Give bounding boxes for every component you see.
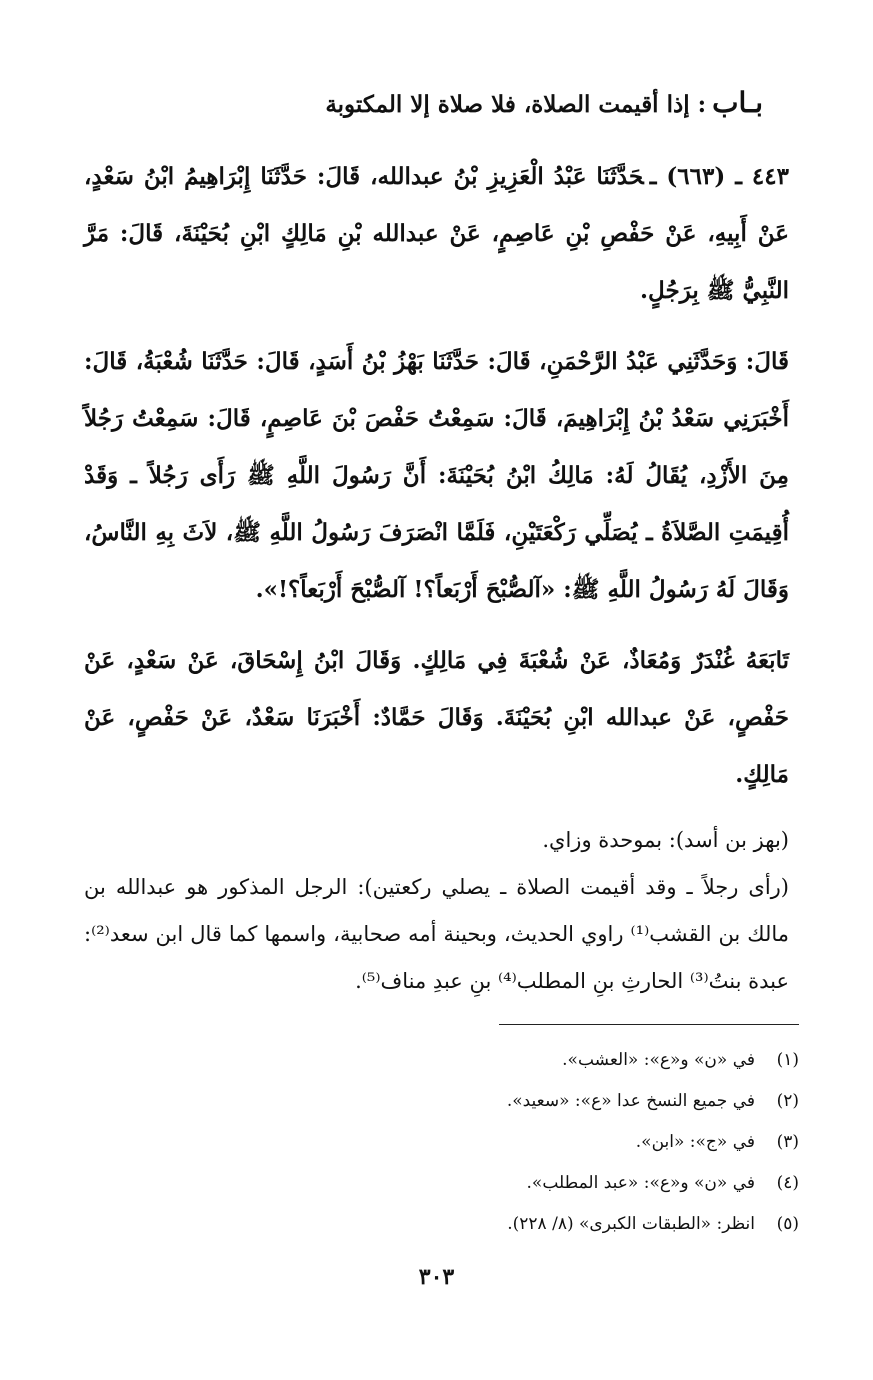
- hadith-number: ٤٤٣ ـ (٦٦٣) ـ: [649, 163, 789, 190]
- footnote-number: (٤): [776, 1173, 799, 1193]
- page-number: ٣٠٣: [418, 1264, 455, 1290]
- footnote: [84, 1081, 799, 1122]
- footnotes-list: [84, 1040, 799, 1245]
- footnote-text: في «ج»: «ابن».: [635, 1132, 755, 1152]
- footnote-text: في «ن» و«ع»: «عبد المطلب».: [526, 1173, 755, 1193]
- footnote-number: (٢): [776, 1091, 799, 1111]
- chapter-title: : إذا أقيمت الصلاة، فلا صلاة إلا المكتوبة: [325, 91, 707, 118]
- main-text: [84, 148, 789, 1005]
- chapter-label: بـاب: [712, 86, 763, 119]
- commentary-line: (بهز بن أسد): بموحدة وزاي.: [542, 828, 789, 852]
- footnote-divider: [499, 1024, 799, 1025]
- footnote-number: (٥): [776, 1214, 799, 1234]
- chapter-heading: [110, 86, 763, 122]
- footnote-number: (١): [776, 1050, 799, 1070]
- commentary-line: (رأى رجلاً ـ وقد أقيمت الصلاة ـ يصلي ركعتين): الرجل المذكور هو عبدالله بن مالك بن القشب⁽¹⁾ راوي الحديث، وبحينة أمه صحابية، واسمها كما قال ابن سعد⁽²⁾: عبدة بنتُ⁽³⁾ الحارثِ بنِ المطلب⁽⁴⁾ بنِ عبدِ مناف⁽⁵⁾.: [84, 875, 790, 993]
- footnote: [84, 1163, 799, 1204]
- footnote-number: (٣): [776, 1132, 799, 1152]
- footnote: [84, 1040, 799, 1081]
- footnote: [84, 1204, 799, 1245]
- footnote-text: في جميع النسخ عدا «ع»: «سعيد».: [506, 1091, 755, 1111]
- footnote-text: في «ن» و«ع»: «العشب».: [562, 1050, 755, 1070]
- footnote-text: انظر: «الطبقات الكبرى» (٨/ ٢٢٨).: [507, 1214, 755, 1234]
- hadith-text: حَدَّثَنَا عَبْدُ الْعَزِيزِ بْنُ عبدالله، قَالَ: حَدَّثَنَا إِبْرَاهِيمُ ابْنُ سَعْدٍ، عَنْ أَبِيهِ، عَنْ حَفْصِ بْنِ عَاصِمٍ، عَنْ عبدالله بْنِ مَالِكٍ ابْنِ بُحَيْنَةَ، قَالَ: مَرَّ النَّبِيُّ ﷺ بِرَجُلٍ.: [84, 163, 789, 304]
- narration-paragraph: قَالَ: وَحَدَّثَنِي عَبْدُ الرَّحْمَنِ، قَالَ: حَدَّثَنَا بَهْزُ بْنُ أَسَدٍ، قَالَ: حَدَّثَنَا شُعْبَةُ، قَالَ: أَخْبَرَنِي سَعْدُ بْنُ إِبْرَاهِيمَ، قَالَ: سَمِعْتُ حَفْصَ بْنَ عَاصِمٍ، قَالَ: سَمِعْتُ رَجُلاً مِنَ الأَزْدِ، يُقَالُ لَهُ: مَالِكُ ابْنُ بُحَيْنَةَ: أَنَّ رَسُولَ اللَّهِ ﷺ رَأَى رَجُلاً ـ وَقَدْ أُقِيمَتِ الصَّلاَةُ ـ يُصَلِّي رَكْعَتَيْنِ، فَلَمَّا انْصَرَفَ رَسُولُ اللَّهِ ﷺ، لاَثَ بِهِ النَّاسُ، وَقَالَ لَهُ رَسُولُ اللَّهِ ﷺ: «آلصُّبْحَ أَرْبَعاً؟! آلصُّبْحَ أَرْبَعاً؟!».: [84, 348, 789, 603]
- footnote: [84, 1122, 799, 1163]
- hadith-paragraph: [84, 148, 789, 319]
- follow-up-paragraph: تَابَعَهُ غُنْدَرٌ وَمُعَاذٌ، عَنْ شُعْبَةَ فِي مَالِكٍ. وَقَالَ ابْنُ إِسْحَاقَ، عَنْ سَعْدٍ، عَنْ حَفْصٍ، عَنْ عبدالله ابْنِ بُحَيْنَةَ. وَقَالَ حَمَّادٌ: أَخْبَرَنَا سَعْدٌ، عَنْ حَفْصٍ، عَنْ مَالِكٍ.: [84, 647, 789, 788]
